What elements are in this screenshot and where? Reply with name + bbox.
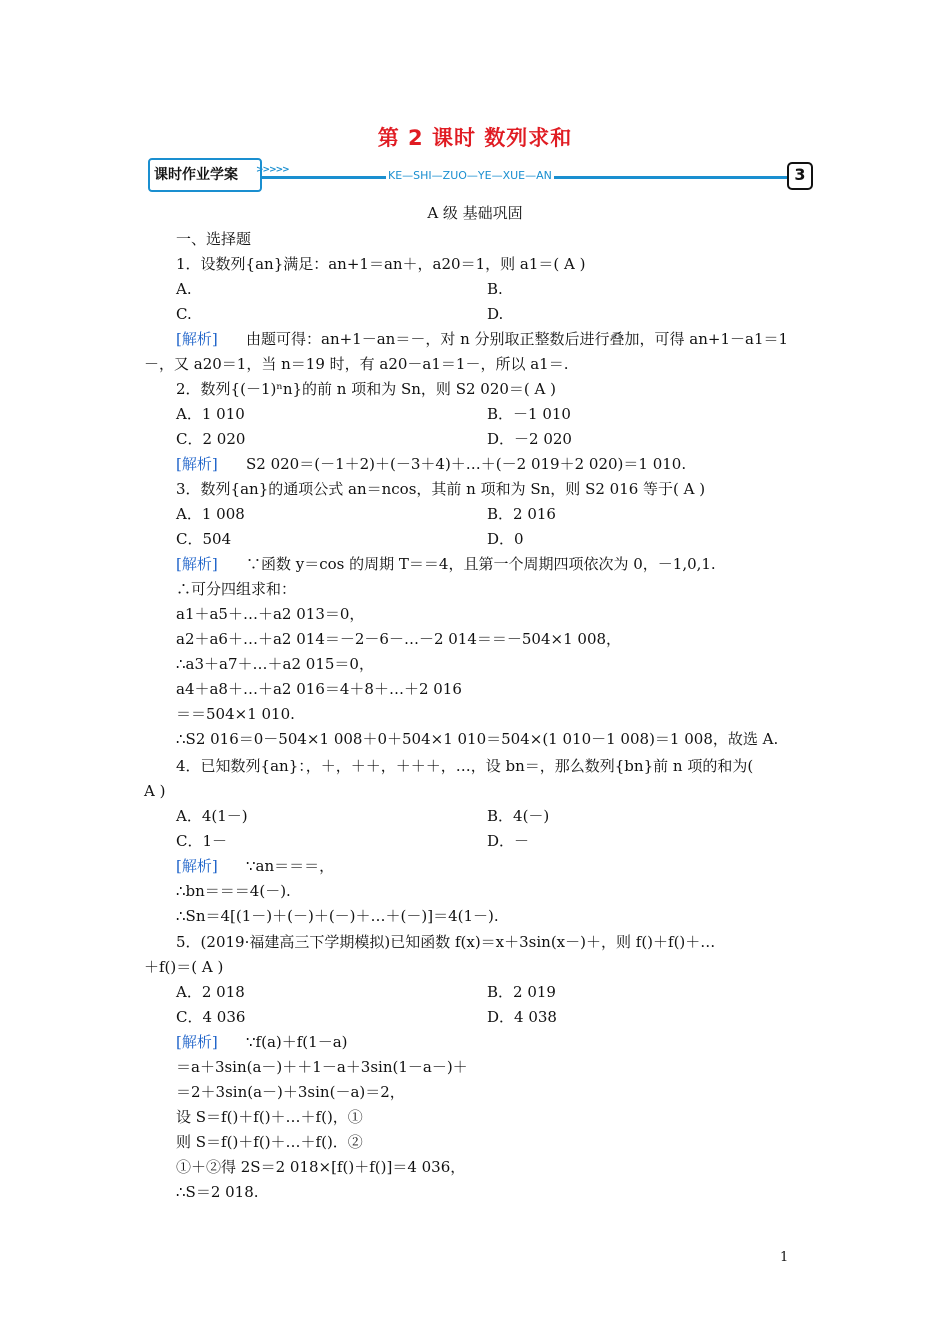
q5-explanation-line-3: ＝2＋3sin(a－)＋3sin(－a)＝2， (176, 1083, 405, 1101)
q5-explanation-tag: [解析] (176, 1033, 218, 1051)
q5-option-c: C．4 036 (176, 1008, 246, 1026)
q2-stem: 2．数列{(－1)ⁿn}的前 n 项和为 Sn，则 S2 020＝( A ) (176, 380, 556, 398)
q3-stem: 3．数列{an}的通项公式 an＝ncos，其前 n 项和为 Sn，则 S2 016 等于( A ) (176, 480, 706, 498)
q3-explanation-line-5: ∴a3＋a7＋…＋a2 015＝0， (176, 655, 374, 673)
q5-option-b: B．2 019 (487, 983, 556, 1001)
q5-explanation-line-7: ∴S＝2 018. (176, 1183, 259, 1201)
q3-explanation-line-2: ∴可分四组求和： (176, 580, 297, 598)
q5-option-d: D．4 038 (487, 1008, 557, 1026)
q3-explanation-tag: [解析] (176, 555, 218, 573)
q1-option-b: B. (487, 280, 503, 298)
banner-label: 课时作业学案 (154, 167, 238, 183)
q4-explanation-line-1: ∵an＝＝＝， (246, 857, 335, 875)
q3-explanation-line-4: a2＋a6＋…＋a2 014＝－2－6－…－2 014＝＝－504×1 008， (176, 630, 622, 648)
q3-option-a: A．1 008 (176, 505, 245, 523)
q2-option-c: C．2 020 (176, 430, 246, 448)
q5-explanation-line-2: ＝a＋3sin(a－)＋＋1－a＋3sin(1－a－)＋ (176, 1058, 468, 1076)
banner-label-box (148, 158, 262, 192)
q3-option-c: C．504 (176, 530, 232, 548)
banner-number-badge: 3 (787, 162, 813, 190)
page-number: 1 (780, 1250, 789, 1265)
q3-option-d: D．0 (487, 530, 524, 548)
lesson-title: 第 2 课时 数列求和 (377, 126, 573, 150)
q2-option-b: B．－1 010 (487, 405, 571, 423)
q4-stem-line-2: A ) (144, 782, 166, 800)
q2-option-a: A．1 010 (176, 405, 245, 423)
q4-option-b: B．4(－) (487, 807, 550, 825)
banner-pinyin: KE—SHI—ZUO—YE—XUE—AN (388, 169, 552, 182)
homework-banner (148, 158, 813, 194)
q3-explanation-line-1: ∵函数 y＝cos 的周期 T＝＝4，且第一个周期四项依次为 0，－1,0,1. (246, 555, 716, 573)
q4-option-c: C．1－ (176, 832, 228, 850)
part-heading: 一、选择题 (176, 230, 252, 248)
q5-explanation-line-1: ∵f(a)＋f(1－a) (246, 1033, 348, 1051)
banner-arrows-icon: >>>>> (256, 165, 289, 175)
q4-stem-line-1: 4．已知数列{an}：，＋，＋＋，＋＋＋，…，设 bn＝，那么数列{bn}前 n 项的和为( (176, 757, 754, 775)
q5-stem-line-1: 5．(2019·福建高三下学期模拟)已知函数 f(x)＝x＋3sin(x－)＋，则 f()＋f()＋… (176, 933, 716, 951)
q1-option-a: A. (176, 280, 192, 298)
q3-option-b: B．2 016 (487, 505, 556, 523)
q2-option-d: D．－2 020 (487, 430, 572, 448)
q3-explanation-line-6: a4＋a8＋…＋a2 016＝4＋8＋…＋2 016 (176, 680, 462, 698)
q1-option-d: D. (487, 305, 504, 323)
q4-option-d: D．－ (487, 832, 530, 850)
q5-explanation-line-6: ①＋②得 2S＝2 018×[f()＋f()]＝4 036， (176, 1158, 466, 1176)
q5-explanation-line-5: 则 S＝f()＋f()＋…＋f()．② (176, 1133, 363, 1151)
q5-option-a: A．2 018 (176, 983, 245, 1001)
q4-option-a: A．4(1－) (176, 807, 248, 825)
q1-option-c: C. (176, 305, 192, 323)
section-heading: A 级 基础巩固 (427, 204, 523, 222)
q5-explanation-line-4: 设 S＝f()＋f()＋…＋f()，① (176, 1108, 363, 1126)
q1-explanation-tag: [解析] (176, 330, 218, 348)
q2-explanation: S2 020＝(－1＋2)＋(－3＋4)＋…＋(－2 019＋2 020)＝1 010. (246, 455, 687, 473)
q3-explanation-line-7: ＝＝504×1 010. (176, 705, 295, 723)
q5-stem-line-2: ＋f()＝( A ) (144, 958, 224, 976)
q2-explanation-tag: [解析] (176, 455, 218, 473)
q1-explanation-line-2: －，又 a20＝1，当 n＝19 时，有 a20－a1＝1－，所以 a1＝. (144, 355, 569, 373)
q1-stem: 1．设数列{an}满足：an+1＝an＋，a20＝1，则 a1＝( A ) (176, 255, 586, 273)
q1-explanation-line-1: 由题可得：an+1－an＝－，对 n 分别取正整数后进行叠加，可得 an+1－a1＝1 (246, 330, 789, 348)
q4-explanation-tag: [解析] (176, 857, 218, 875)
q4-explanation-line-2: ∴bn＝＝＝4(－). (176, 882, 291, 900)
q3-explanation-line-3: a1＋a5＋…＋a2 013＝0， (176, 605, 365, 623)
q3-explanation-line-8: ∴S2 016＝0－504×1 008＋0＋504×1 010＝504×(1 010－1 008)＝1 008，故选 A. (176, 730, 779, 748)
q4-explanation-line-3: ∴Sn＝4[(1－)＋(－)＋(－)＋…＋(－)]＝4(1－). (176, 907, 499, 925)
